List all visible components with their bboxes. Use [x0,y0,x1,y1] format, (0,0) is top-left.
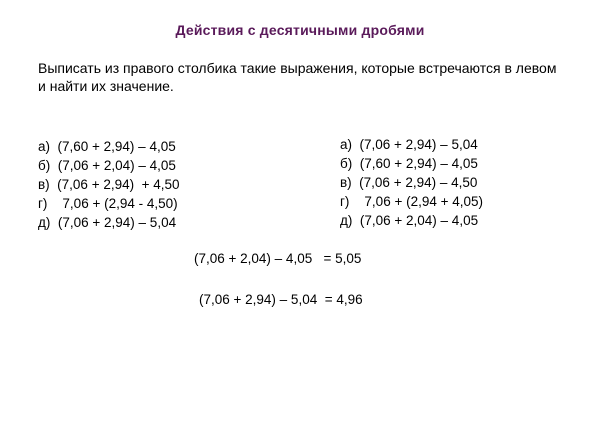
result-line-2: (7,06 + 2,94) – 5,04 = 4,96 [199,292,363,307]
right-expression-a: а) (7,06 + 2,94) – 5,04 [340,137,478,152]
left-expression-c: в) (7,06 + 2,94) + 4,50 [38,177,180,192]
left-expression-e: д) (7,06 + 2,94) – 5,04 [38,215,177,230]
left-expression-list [38,137,180,232]
right-expression-d: г) 7,06 + (2,94 + 4,05) [340,194,484,209]
right-expression-b: б) (7,60 + 2,94) – 4,05 [340,156,478,171]
page-title: Действия с десятичными дробями [175,22,425,38]
right-expression-e: д) (7,06 + 2,04) – 4,05 [340,213,479,228]
result-line-1: (7,06 + 2,04) – 4,05 = 5,05 [194,251,362,266]
left-expression-a: а) (7,60 + 2,94) – 4,05 [38,139,176,154]
task-instruction: Выписать из правого столбика такие выражения, которые встречаются в левом и найти их значение. [38,60,557,94]
right-expression-list [340,135,483,230]
left-expression-b: б) (7,06 + 2,04) – 4,05 [38,158,176,173]
right-expression-c: в) (7,06 + 2,94) – 4,50 [340,175,478,190]
left-expression-d: г) 7,06 + (2,94 - 4,50) [38,196,178,211]
